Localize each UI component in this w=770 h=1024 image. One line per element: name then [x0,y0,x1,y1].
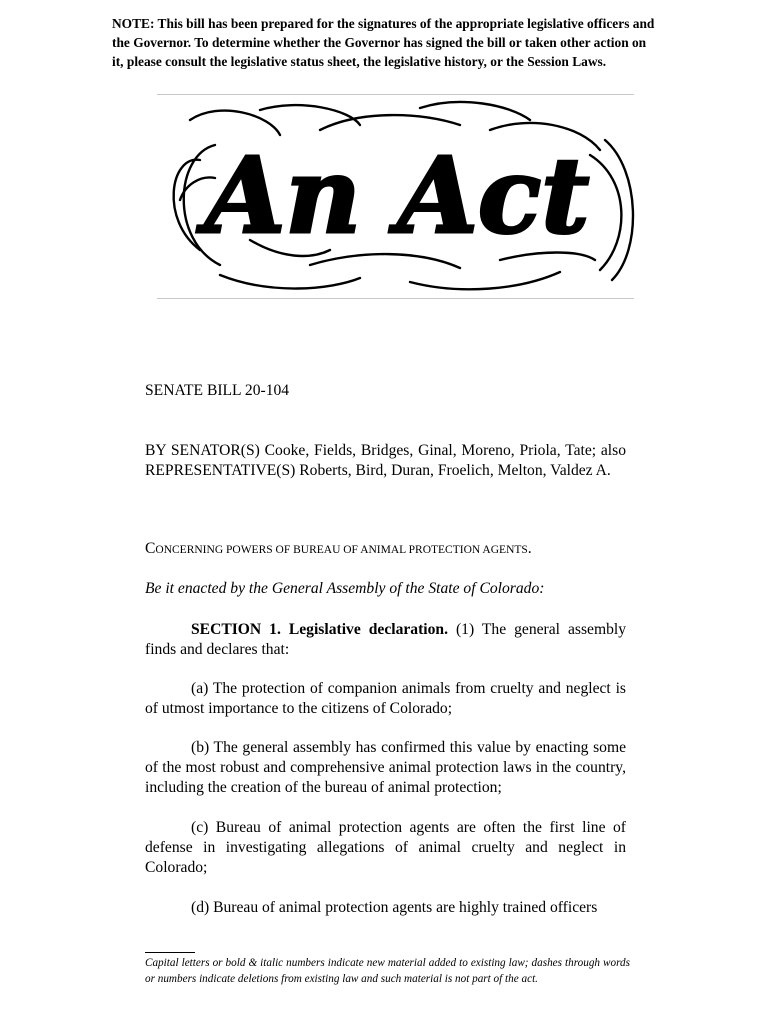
logo-title: An Act [204,134,590,257]
footnote: Capital letters or bold & italic numbers indicate new material added to existing law; dashes through words or numbers indicate deletions from existing law and such material is not part of the act. [145,957,630,985]
enacting-clause: Be it enacted by the General Assembly of the State of Colorado: [145,580,545,597]
section-1-intro: (1) The general assembly finds and declares that: [145,621,626,658]
bill-concerning [145,539,626,560]
signature-note: NOTE: This bill has been prepared for the signatures of the appropriate legislative officers and the Governor. To determine whether the Governor has signed the bill or taken other action on it, please consult the legislative status sheet, the legislative history, or the Session Laws. [112,16,655,69]
section-1-heading: SECTION 1. Legislative declaration. [191,621,448,638]
bill-title: SENATE BILL 20-104 [145,382,290,399]
concerning-end: . [527,540,532,557]
concerning-words: ONCERNING POWERS OF BUREAU OF ANIMAL PROTECTION AGENTS [155,544,528,556]
paragraph-d: (d) Bureau of animal protection agents are highly trained officers [191,899,598,916]
an-act-logo [160,100,635,295]
footnote-rule [145,952,195,953]
paragraph-a: (a) The protection of companion animals from cruelty and neglect is of utmost importance to the citizens of Colorado; [145,680,626,717]
bill-sponsors: BY SENATOR(S) Cooke, Fields, Bridges, Ginal, Moreno, Priola, Tate; also REPRESENTATIVE(S) Roberts, Bird, Duran, Froelich, Melton, Valdez A. [145,442,626,479]
paragraph-b: (b) The general assembly has confirmed this value by enacting some of the most robust and comprehensive animal protection laws in the country, including the creation of the bureau of animal protection; [145,739,626,796]
logo-bottom-rule [157,298,634,299]
paragraph-c: (c) Bureau of animal protection agents are often the first line of defense in investigating allegations of animal cruelty and neglect in Colorado; [145,819,626,876]
concerning-initial: C [145,540,156,557]
logo-top-rule [157,94,634,95]
section-1 [145,620,626,660]
